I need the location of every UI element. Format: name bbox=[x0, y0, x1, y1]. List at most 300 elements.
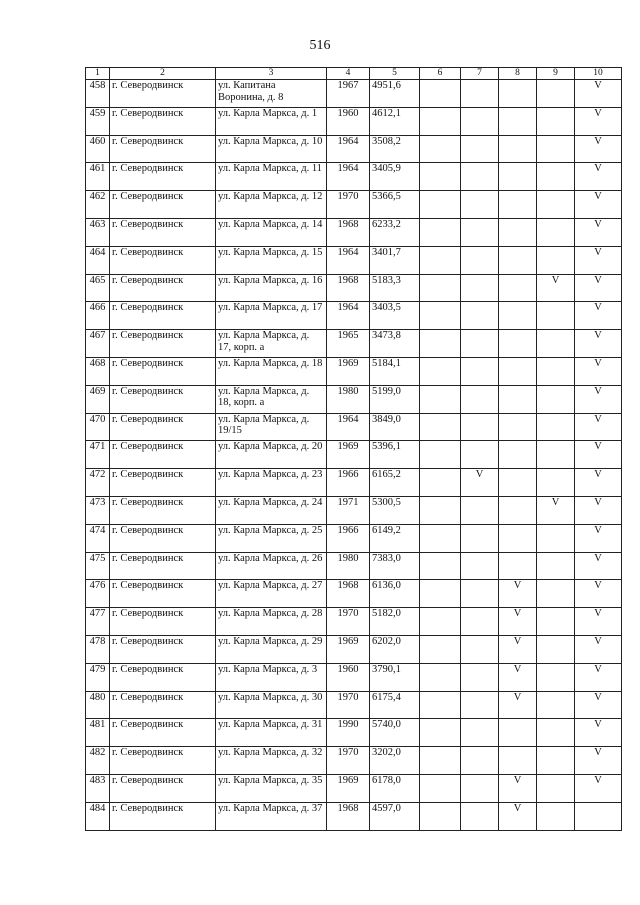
column-header: 8 bbox=[499, 68, 537, 80]
mark-cell-6 bbox=[420, 802, 461, 830]
table-row bbox=[86, 635, 622, 663]
area-cell: 3401,7 bbox=[370, 246, 420, 274]
table-row bbox=[86, 496, 622, 524]
table-row bbox=[86, 274, 622, 302]
column-header: 6 bbox=[420, 68, 461, 80]
year-cell: 1964 bbox=[327, 413, 370, 441]
address-cell: ул. Карла Маркса, д. 24 bbox=[216, 496, 327, 524]
area-cell: 5740,0 bbox=[370, 719, 420, 747]
area-cell: 5300,5 bbox=[370, 496, 420, 524]
mark-cell-7 bbox=[461, 330, 499, 358]
mark-cell-7 bbox=[461, 441, 499, 469]
mark-cell-6 bbox=[420, 719, 461, 747]
mark-cell-9 bbox=[537, 191, 575, 219]
address-cell: ул. Карла Маркса, д. 35 bbox=[216, 774, 327, 802]
row-number-cell: 465 bbox=[86, 274, 110, 302]
table-row bbox=[86, 135, 622, 163]
mark-cell-7 bbox=[461, 385, 499, 413]
area-cell: 3473,8 bbox=[370, 330, 420, 358]
mark-cell-7 bbox=[461, 552, 499, 580]
year-cell: 1971 bbox=[327, 496, 370, 524]
table-row bbox=[86, 469, 622, 497]
mark-cell-7 bbox=[461, 774, 499, 802]
row-number-cell: 472 bbox=[86, 469, 110, 497]
year-cell: 1965 bbox=[327, 330, 370, 358]
area-cell: 6165,2 bbox=[370, 469, 420, 497]
city-cell: г. Северодвинск bbox=[110, 163, 216, 191]
row-number-cell: 458 bbox=[86, 80, 110, 108]
city-cell: г. Северодвинск bbox=[110, 413, 216, 441]
address-cell: ул. Карла Маркса, д. 18 bbox=[216, 357, 327, 385]
table-row bbox=[86, 580, 622, 608]
row-number-cell: 467 bbox=[86, 330, 110, 358]
year-cell: 1968 bbox=[327, 580, 370, 608]
address-cell: ул. Карла Маркса, д. 10 bbox=[216, 135, 327, 163]
mark-cell-9 bbox=[537, 747, 575, 775]
mark-cell-6 bbox=[420, 135, 461, 163]
area-cell: 6178,0 bbox=[370, 774, 420, 802]
area-cell: 5184,1 bbox=[370, 357, 420, 385]
address-cell: ул. Карла Маркса, д. 1 bbox=[216, 107, 327, 135]
table-row bbox=[86, 107, 622, 135]
row-number-cell: 483 bbox=[86, 774, 110, 802]
mark-cell-10: V bbox=[575, 691, 622, 719]
address-cell: ул. Карла Маркса, д. 31 bbox=[216, 719, 327, 747]
mark-cell-10: V bbox=[575, 441, 622, 469]
address-cell: ул. Карла Маркса, д. 28 bbox=[216, 608, 327, 636]
row-number-cell: 473 bbox=[86, 496, 110, 524]
address-cell: ул. Карла Маркса, д. 23 bbox=[216, 469, 327, 497]
mark-cell-8 bbox=[499, 469, 537, 497]
mark-cell-7 bbox=[461, 524, 499, 552]
mark-cell-10: V bbox=[575, 135, 622, 163]
mark-cell-7 bbox=[461, 413, 499, 441]
table-row bbox=[86, 357, 622, 385]
row-number-cell: 461 bbox=[86, 163, 110, 191]
address-cell: ул. Карла Маркса, д. 11 bbox=[216, 163, 327, 191]
mark-cell-6 bbox=[420, 441, 461, 469]
mark-cell-9 bbox=[537, 218, 575, 246]
mark-cell-9 bbox=[537, 802, 575, 830]
city-cell: г. Северодвинск bbox=[110, 218, 216, 246]
mark-cell-9 bbox=[537, 246, 575, 274]
address-cell: ул. Карла Маркса, д. 26 bbox=[216, 552, 327, 580]
row-number-cell: 462 bbox=[86, 191, 110, 219]
address-cell: ул. Карла Маркса, д. 12 bbox=[216, 191, 327, 219]
mark-cell-6 bbox=[420, 496, 461, 524]
table-row bbox=[86, 385, 622, 413]
row-number-cell: 466 bbox=[86, 302, 110, 330]
mark-cell-9 bbox=[537, 135, 575, 163]
mark-cell-7 bbox=[461, 246, 499, 274]
city-cell: г. Северодвинск bbox=[110, 330, 216, 358]
table-row bbox=[86, 246, 622, 274]
year-cell: 1969 bbox=[327, 635, 370, 663]
mark-cell-8 bbox=[499, 80, 537, 108]
mark-cell-8: V bbox=[499, 608, 537, 636]
area-cell: 5366,5 bbox=[370, 191, 420, 219]
mark-cell-6 bbox=[420, 524, 461, 552]
mark-cell-7 bbox=[461, 496, 499, 524]
table-row bbox=[86, 608, 622, 636]
mark-cell-9: V bbox=[537, 496, 575, 524]
city-cell: г. Северодвинск bbox=[110, 357, 216, 385]
address-cell: ул. Карла Маркса, д. 18, корп. а bbox=[216, 385, 327, 413]
mark-cell-7 bbox=[461, 135, 499, 163]
mark-cell-8 bbox=[499, 274, 537, 302]
row-number-cell: 460 bbox=[86, 135, 110, 163]
area-cell: 3849,0 bbox=[370, 413, 420, 441]
mark-cell-7 bbox=[461, 663, 499, 691]
mark-cell-6 bbox=[420, 357, 461, 385]
area-cell: 5396,1 bbox=[370, 441, 420, 469]
mark-cell-7 bbox=[461, 274, 499, 302]
address-cell: ул. Карла Маркса, д. 3 bbox=[216, 663, 327, 691]
mark-cell-10: V bbox=[575, 191, 622, 219]
mark-cell-10: V bbox=[575, 80, 622, 108]
mark-cell-6 bbox=[420, 191, 461, 219]
mark-cell-7 bbox=[461, 107, 499, 135]
mark-cell-6 bbox=[420, 580, 461, 608]
area-cell: 7383,0 bbox=[370, 552, 420, 580]
mark-cell-10: V bbox=[575, 357, 622, 385]
address-cell: ул. Карла Маркса, д. 30 bbox=[216, 691, 327, 719]
column-header: 4 bbox=[327, 68, 370, 80]
mark-cell-6 bbox=[420, 385, 461, 413]
table-row bbox=[86, 302, 622, 330]
area-cell: 6149,2 bbox=[370, 524, 420, 552]
address-cell: ул. Карла Маркса, д. 17, корп. а bbox=[216, 330, 327, 358]
row-number-cell: 478 bbox=[86, 635, 110, 663]
address-cell: ул. Капитана Воронина, д. 8 bbox=[216, 80, 327, 108]
table-row bbox=[86, 524, 622, 552]
area-cell: 5183,3 bbox=[370, 274, 420, 302]
mark-cell-6 bbox=[420, 330, 461, 358]
mark-cell-10: V bbox=[575, 774, 622, 802]
year-cell: 1980 bbox=[327, 552, 370, 580]
mark-cell-10: V bbox=[575, 580, 622, 608]
mark-cell-7 bbox=[461, 80, 499, 108]
city-cell: г. Северодвинск bbox=[110, 774, 216, 802]
city-cell: г. Северодвинск bbox=[110, 246, 216, 274]
city-cell: г. Северодвинск bbox=[110, 385, 216, 413]
mark-cell-10: V bbox=[575, 302, 622, 330]
year-cell: 1966 bbox=[327, 524, 370, 552]
mark-cell-9 bbox=[537, 80, 575, 108]
mark-cell-8: V bbox=[499, 580, 537, 608]
city-cell: г. Северодвинск bbox=[110, 524, 216, 552]
mark-cell-10: V bbox=[575, 385, 622, 413]
table-row bbox=[86, 191, 622, 219]
city-cell: г. Северодвинск bbox=[110, 80, 216, 108]
year-cell: 1990 bbox=[327, 719, 370, 747]
address-cell: ул. Карла Маркса, д. 20 bbox=[216, 441, 327, 469]
table-row bbox=[86, 774, 622, 802]
mark-cell-6 bbox=[420, 218, 461, 246]
table-row bbox=[86, 691, 622, 719]
mark-cell-8 bbox=[499, 163, 537, 191]
address-cell: ул. Карла Маркса, д. 14 bbox=[216, 218, 327, 246]
mark-cell-6 bbox=[420, 552, 461, 580]
year-cell: 1969 bbox=[327, 774, 370, 802]
mark-cell-8 bbox=[499, 747, 537, 775]
address-cell: ул. Карла Маркса, д. 17 bbox=[216, 302, 327, 330]
mark-cell-9 bbox=[537, 524, 575, 552]
mark-cell-9: V bbox=[537, 274, 575, 302]
city-cell: г. Северодвинск bbox=[110, 135, 216, 163]
row-number-cell: 470 bbox=[86, 413, 110, 441]
mark-cell-10: V bbox=[575, 163, 622, 191]
mark-cell-8 bbox=[499, 330, 537, 358]
column-number-row bbox=[86, 68, 622, 80]
city-cell: г. Северодвинск bbox=[110, 274, 216, 302]
mark-cell-10: V bbox=[575, 330, 622, 358]
address-cell: ул. Карла Маркса, д. 16 bbox=[216, 274, 327, 302]
mark-cell-7 bbox=[461, 357, 499, 385]
mark-cell-10: V bbox=[575, 107, 622, 135]
mark-cell-9 bbox=[537, 469, 575, 497]
mark-cell-9 bbox=[537, 580, 575, 608]
area-cell: 4597,0 bbox=[370, 802, 420, 830]
mark-cell-8: V bbox=[499, 802, 537, 830]
mark-cell-6 bbox=[420, 274, 461, 302]
year-cell: 1964 bbox=[327, 246, 370, 274]
year-cell: 1966 bbox=[327, 469, 370, 497]
mark-cell-9 bbox=[537, 635, 575, 663]
mark-cell-8: V bbox=[499, 774, 537, 802]
year-cell: 1967 bbox=[327, 80, 370, 108]
mark-cell-7 bbox=[461, 802, 499, 830]
area-cell: 4951,6 bbox=[370, 80, 420, 108]
row-number-cell: 463 bbox=[86, 218, 110, 246]
page-number: 516 bbox=[309, 38, 331, 53]
mark-cell-9 bbox=[537, 302, 575, 330]
address-cell: ул. Карла Маркса, д. 37 bbox=[216, 802, 327, 830]
area-cell: 3403,5 bbox=[370, 302, 420, 330]
mark-cell-8 bbox=[499, 135, 537, 163]
city-cell: г. Северодвинск bbox=[110, 719, 216, 747]
mark-cell-7 bbox=[461, 747, 499, 775]
mark-cell-9 bbox=[537, 691, 575, 719]
row-number-cell: 474 bbox=[86, 524, 110, 552]
year-cell: 1960 bbox=[327, 663, 370, 691]
mark-cell-10: V bbox=[575, 496, 622, 524]
mark-cell-6 bbox=[420, 80, 461, 108]
mark-cell-8 bbox=[499, 552, 537, 580]
column-header: 7 bbox=[461, 68, 499, 80]
year-cell: 1970 bbox=[327, 608, 370, 636]
mark-cell-9 bbox=[537, 413, 575, 441]
mark-cell-8 bbox=[499, 441, 537, 469]
column-header: 1 bbox=[86, 68, 110, 80]
year-cell: 1968 bbox=[327, 218, 370, 246]
mark-cell-8: V bbox=[499, 635, 537, 663]
column-header: 3 bbox=[216, 68, 327, 80]
mark-cell-7 bbox=[461, 719, 499, 747]
table-row bbox=[86, 441, 622, 469]
address-cell: ул. Карла Маркса, д. 27 bbox=[216, 580, 327, 608]
mark-cell-7 bbox=[461, 580, 499, 608]
mark-cell-6 bbox=[420, 635, 461, 663]
mark-cell-10: V bbox=[575, 274, 622, 302]
row-number-cell: 477 bbox=[86, 608, 110, 636]
year-cell: 1968 bbox=[327, 802, 370, 830]
mark-cell-9 bbox=[537, 774, 575, 802]
mark-cell-7 bbox=[461, 635, 499, 663]
mark-cell-7 bbox=[461, 608, 499, 636]
mark-cell-8 bbox=[499, 385, 537, 413]
area-cell: 5199,0 bbox=[370, 385, 420, 413]
table-row bbox=[86, 747, 622, 775]
mark-cell-6 bbox=[420, 663, 461, 691]
mark-cell-10 bbox=[575, 802, 622, 830]
table-row bbox=[86, 552, 622, 580]
mark-cell-8 bbox=[499, 719, 537, 747]
table-row bbox=[86, 719, 622, 747]
mark-cell-8 bbox=[499, 218, 537, 246]
area-cell: 3790,1 bbox=[370, 663, 420, 691]
city-cell: г. Северодвинск bbox=[110, 663, 216, 691]
year-cell: 1964 bbox=[327, 302, 370, 330]
row-number-cell: 481 bbox=[86, 719, 110, 747]
area-cell: 3405,9 bbox=[370, 163, 420, 191]
year-cell: 1970 bbox=[327, 691, 370, 719]
mark-cell-6 bbox=[420, 107, 461, 135]
table-row bbox=[86, 80, 622, 108]
city-cell: г. Северодвинск bbox=[110, 802, 216, 830]
year-cell: 1964 bbox=[327, 135, 370, 163]
row-number-cell: 479 bbox=[86, 663, 110, 691]
mark-cell-10: V bbox=[575, 246, 622, 274]
column-header: 5 bbox=[370, 68, 420, 80]
mark-cell-8 bbox=[499, 496, 537, 524]
mark-cell-6 bbox=[420, 163, 461, 191]
year-cell: 1970 bbox=[327, 747, 370, 775]
mark-cell-8 bbox=[499, 357, 537, 385]
table-body bbox=[86, 80, 622, 831]
mark-cell-8 bbox=[499, 413, 537, 441]
year-cell: 1960 bbox=[327, 107, 370, 135]
row-number-cell: 468 bbox=[86, 357, 110, 385]
mark-cell-8 bbox=[499, 302, 537, 330]
mark-cell-8: V bbox=[499, 663, 537, 691]
mark-cell-9 bbox=[537, 608, 575, 636]
row-number-cell: 476 bbox=[86, 580, 110, 608]
city-cell: г. Северодвинск bbox=[110, 496, 216, 524]
row-number-cell: 475 bbox=[86, 552, 110, 580]
mark-cell-6 bbox=[420, 246, 461, 274]
table-row bbox=[86, 218, 622, 246]
mark-cell-7 bbox=[461, 218, 499, 246]
table-row bbox=[86, 802, 622, 830]
table-row bbox=[86, 330, 622, 358]
city-cell: г. Северодвинск bbox=[110, 580, 216, 608]
address-cell: ул. Карла Маркса, д. 15 bbox=[216, 246, 327, 274]
mark-cell-6 bbox=[420, 608, 461, 636]
mark-cell-7 bbox=[461, 691, 499, 719]
city-cell: г. Северодвинск bbox=[110, 107, 216, 135]
column-header: 9 bbox=[537, 68, 575, 80]
mark-cell-9 bbox=[537, 357, 575, 385]
address-cell: ул. Карла Маркса, д. 32 bbox=[216, 747, 327, 775]
mark-cell-10: V bbox=[575, 635, 622, 663]
mark-cell-7 bbox=[461, 302, 499, 330]
mark-cell-9 bbox=[537, 385, 575, 413]
area-cell: 5182,0 bbox=[370, 608, 420, 636]
area-cell: 4612,1 bbox=[370, 107, 420, 135]
mark-cell-8 bbox=[499, 191, 537, 219]
row-number-cell: 464 bbox=[86, 246, 110, 274]
row-number-cell: 482 bbox=[86, 747, 110, 775]
row-number-cell: 469 bbox=[86, 385, 110, 413]
city-cell: г. Северодвинск bbox=[110, 635, 216, 663]
mark-cell-10: V bbox=[575, 469, 622, 497]
area-cell: 6175,4 bbox=[370, 691, 420, 719]
address-cell: ул. Карла Маркса, д. 25 bbox=[216, 524, 327, 552]
mark-cell-8 bbox=[499, 524, 537, 552]
mark-cell-9 bbox=[537, 163, 575, 191]
city-cell: г. Северодвинск bbox=[110, 691, 216, 719]
housing-registry-table bbox=[85, 67, 622, 831]
mark-cell-6 bbox=[420, 469, 461, 497]
row-number-cell: 459 bbox=[86, 107, 110, 135]
city-cell: г. Северодвинск bbox=[110, 608, 216, 636]
mark-cell-10: V bbox=[575, 218, 622, 246]
address-cell: ул. Карла Маркса, д. 19/15 bbox=[216, 413, 327, 441]
table-row bbox=[86, 163, 622, 191]
area-cell: 6202,0 bbox=[370, 635, 420, 663]
mark-cell-10: V bbox=[575, 719, 622, 747]
mark-cell-8: V bbox=[499, 691, 537, 719]
year-cell: 1964 bbox=[327, 163, 370, 191]
row-number-cell: 480 bbox=[86, 691, 110, 719]
mark-cell-10: V bbox=[575, 552, 622, 580]
mark-cell-6 bbox=[420, 774, 461, 802]
mark-cell-8 bbox=[499, 107, 537, 135]
mark-cell-9 bbox=[537, 441, 575, 469]
city-cell: г. Северодвинск bbox=[110, 747, 216, 775]
mark-cell-9 bbox=[537, 107, 575, 135]
year-cell: 1980 bbox=[327, 385, 370, 413]
table-row bbox=[86, 663, 622, 691]
row-number-cell: 484 bbox=[86, 802, 110, 830]
mark-cell-6 bbox=[420, 302, 461, 330]
column-header: 10 bbox=[575, 68, 622, 80]
mark-cell-10: V bbox=[575, 663, 622, 691]
area-cell: 6136,0 bbox=[370, 580, 420, 608]
mark-cell-9 bbox=[537, 663, 575, 691]
mark-cell-7: V bbox=[461, 469, 499, 497]
mark-cell-9 bbox=[537, 552, 575, 580]
mark-cell-10: V bbox=[575, 413, 622, 441]
table-row bbox=[86, 413, 622, 441]
mark-cell-7 bbox=[461, 191, 499, 219]
mark-cell-8 bbox=[499, 246, 537, 274]
mark-cell-6 bbox=[420, 413, 461, 441]
city-cell: г. Северодвинск bbox=[110, 191, 216, 219]
column-header: 2 bbox=[110, 68, 216, 80]
year-cell: 1969 bbox=[327, 441, 370, 469]
area-cell: 6233,2 bbox=[370, 218, 420, 246]
mark-cell-10: V bbox=[575, 524, 622, 552]
city-cell: г. Северодвинск bbox=[110, 469, 216, 497]
address-cell: ул. Карла Маркса, д. 29 bbox=[216, 635, 327, 663]
mark-cell-7 bbox=[461, 163, 499, 191]
area-cell: 3202,0 bbox=[370, 747, 420, 775]
year-cell: 1968 bbox=[327, 274, 370, 302]
area-cell: 3508,2 bbox=[370, 135, 420, 163]
city-cell: г. Северодвинск bbox=[110, 552, 216, 580]
